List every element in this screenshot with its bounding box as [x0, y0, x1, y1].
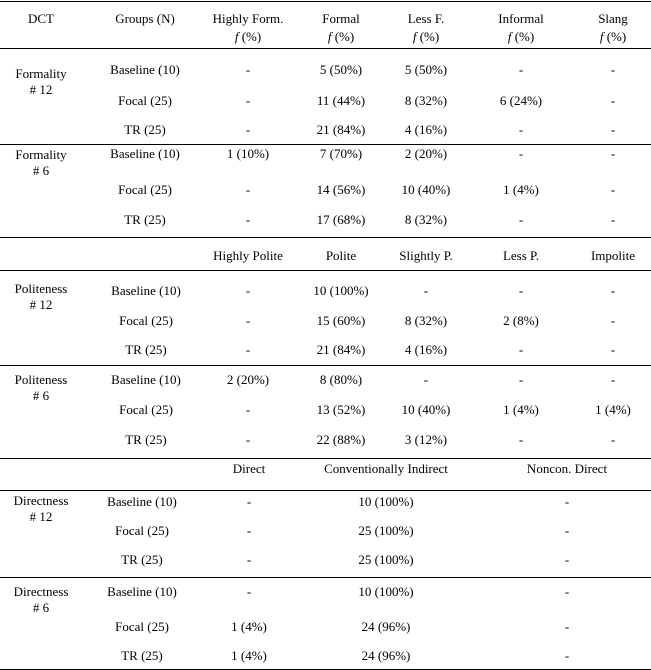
value-cell: 21 (84%) — [316, 342, 366, 357]
value-cell: 1 (4%) — [503, 402, 539, 417]
group-cell: Focal (25) — [119, 402, 173, 417]
value-cell: - — [518, 212, 524, 227]
politeness-block-number: # 6 — [32, 388, 50, 403]
percent-suffix: (%) — [416, 29, 440, 44]
value-cell: - — [610, 212, 616, 227]
header-unit — [235, 29, 261, 45]
header-col: Informal — [498, 11, 544, 26]
value-cell: 10 (100%) — [358, 494, 414, 509]
value-cell: - — [246, 523, 252, 538]
group-cell: TR (25) — [121, 648, 163, 663]
value-cell: 8 (80%) — [319, 372, 363, 387]
directness-block-label: Directness — [13, 584, 69, 599]
value-cell: - — [245, 432, 251, 447]
group-cell: Baseline (10) — [111, 283, 181, 298]
group-cell: Baseline (10) — [107, 584, 177, 599]
directness-block-label: Directness — [13, 493, 69, 508]
percent-suffix: (%) — [331, 29, 355, 44]
group-cell: TR (25) — [125, 432, 167, 447]
group-cell: Baseline (10) — [110, 146, 180, 161]
value-cell: 21 (84%) — [316, 122, 366, 137]
politeness-col-header: Impolite — [590, 248, 636, 263]
value-cell: - — [245, 62, 251, 77]
value-cell: - — [245, 342, 251, 357]
value-cell: 10 (100%) — [358, 584, 414, 599]
formality-block-number: # 6 — [32, 163, 50, 178]
value-cell: - — [564, 584, 570, 599]
header-unit — [508, 29, 534, 45]
header-dct: DCT — [28, 11, 54, 26]
value-cell: - — [518, 62, 524, 77]
group-cell: Baseline (10) — [107, 494, 177, 509]
table-rule — [0, 577, 651, 578]
value-cell: 10 (40%) — [401, 402, 451, 417]
value-cell: 6 (24%) — [499, 93, 543, 108]
value-cell: 1 (4%) — [595, 402, 631, 417]
value-cell: - — [245, 122, 251, 137]
politeness-col-header: Less P. — [502, 248, 540, 263]
table-rule — [0, 490, 651, 491]
frequency-symbol: f — [599, 29, 604, 44]
value-cell: - — [518, 146, 524, 161]
frequency-symbol: f — [234, 29, 239, 44]
value-cell: 5 (50%) — [319, 62, 363, 77]
frequency-symbol: f — [507, 29, 512, 44]
table-rule — [0, 458, 651, 459]
politeness-col-header: Polite — [325, 248, 357, 263]
group-cell: TR (25) — [125, 342, 167, 357]
value-cell: 2 (20%) — [226, 372, 270, 387]
table-rule — [0, 48, 651, 49]
value-cell: - — [610, 432, 616, 447]
value-cell: - — [610, 283, 616, 298]
header-unit — [600, 29, 626, 45]
value-cell: - — [518, 342, 524, 357]
group-cell: TR (25) — [124, 122, 166, 137]
formality-block-number: # 12 — [29, 82, 53, 97]
value-cell: - — [423, 283, 429, 298]
value-cell: 3 (12%) — [404, 432, 448, 447]
value-cell: - — [518, 432, 524, 447]
value-cell: - — [245, 313, 251, 328]
value-cell: 15 (60%) — [316, 313, 366, 328]
table-rule — [0, 237, 651, 238]
table-rule — [0, 270, 651, 271]
value-cell: 8 (32%) — [404, 313, 448, 328]
value-cell: - — [610, 182, 616, 197]
header-unit — [328, 29, 354, 45]
value-cell: 1 (4%) — [503, 182, 539, 197]
value-cell: - — [610, 342, 616, 357]
politeness-block-label: Politeness — [14, 372, 68, 387]
value-cell: 1 (4%) — [231, 648, 267, 663]
percent-suffix: (%) — [603, 29, 627, 44]
value-cell: 4 (16%) — [404, 122, 448, 137]
politeness-col-header: Slightly P. — [399, 248, 453, 263]
header-col: Less F. — [407, 11, 445, 26]
group-cell: Focal (25) — [118, 93, 172, 108]
group-cell: Focal (25) — [115, 523, 169, 538]
value-cell: 17 (68%) — [316, 212, 366, 227]
value-cell: - — [610, 122, 616, 137]
group-cell: Focal (25) — [119, 313, 173, 328]
value-cell: - — [245, 212, 251, 227]
formality-block-label: Formality — [15, 66, 67, 81]
group-cell: TR (25) — [121, 552, 163, 567]
value-cell: - — [246, 584, 252, 599]
directness-block-number: # 12 — [29, 509, 53, 524]
value-cell: - — [610, 93, 616, 108]
value-cell: - — [564, 494, 570, 509]
value-cell: - — [245, 283, 251, 298]
header-unit — [413, 29, 439, 45]
value-cell: 2 (20%) — [404, 146, 448, 161]
group-cell: Focal (25) — [115, 619, 169, 634]
value-cell: - — [564, 523, 570, 538]
value-cell: - — [518, 372, 524, 387]
value-cell: - — [564, 552, 570, 567]
value-cell: - — [610, 313, 616, 328]
value-cell: 25 (100%) — [358, 552, 414, 567]
politeness-block-number: # 12 — [29, 297, 53, 312]
value-cell: - — [518, 122, 524, 137]
value-cell: 4 (16%) — [404, 342, 448, 357]
header-col: Slang — [598, 11, 628, 26]
percent-suffix: (%) — [238, 29, 262, 44]
value-cell: 24 (96%) — [361, 619, 411, 634]
value-cell: - — [610, 372, 616, 387]
value-cell: 13 (52%) — [316, 402, 366, 417]
value-cell: - — [245, 402, 251, 417]
politeness-col-header: Highly Polite — [213, 248, 283, 263]
value-cell: 25 (100%) — [358, 523, 414, 538]
value-cell: 2 (8%) — [503, 313, 539, 328]
value-cell: 1 (10%) — [226, 146, 270, 161]
value-cell: - — [423, 372, 429, 387]
value-cell: 11 (44%) — [316, 93, 366, 108]
frequency-symbol: f — [327, 29, 332, 44]
value-cell: - — [610, 146, 616, 161]
value-cell: 8 (32%) — [404, 212, 448, 227]
value-cell: 10 (40%) — [401, 182, 451, 197]
value-cell: - — [564, 619, 570, 634]
value-cell: - — [246, 494, 252, 509]
percent-suffix: (%) — [511, 29, 535, 44]
group-cell: Baseline (10) — [110, 62, 180, 77]
value-cell: - — [564, 648, 570, 663]
value-cell: 8 (32%) — [404, 93, 448, 108]
group-cell: TR (25) — [124, 212, 166, 227]
value-cell: - — [610, 62, 616, 77]
value-cell: 1 (4%) — [231, 619, 267, 634]
directness-col-header: Direct — [232, 461, 266, 476]
value-cell: - — [245, 93, 251, 108]
value-cell: 5 (50%) — [404, 62, 448, 77]
table-rule — [0, 1, 651, 2]
value-cell: - — [518, 283, 524, 298]
formality-block-label: Formality — [15, 147, 67, 162]
value-cell: 7 (70%) — [319, 146, 363, 161]
header-col: Formal — [322, 11, 360, 26]
directness-col-header: Noncon. Direct — [526, 461, 608, 476]
header-col: Highly Form. — [212, 11, 284, 26]
value-cell: - — [246, 552, 252, 567]
directness-col-header: Conventionally Indirect — [324, 461, 448, 476]
politeness-block-label: Politeness — [14, 281, 68, 296]
value-cell: 22 (88%) — [316, 432, 366, 447]
table-rule — [0, 144, 651, 145]
value-cell: 10 (100%) — [313, 283, 369, 298]
table-rule — [0, 365, 651, 366]
value-cell: - — [245, 182, 251, 197]
directness-block-number: # 6 — [32, 600, 50, 615]
value-cell: 14 (56%) — [316, 182, 366, 197]
header-groups: Groups (N) — [115, 11, 175, 26]
value-cell: 24 (96%) — [361, 648, 411, 663]
group-cell: Focal (25) — [118, 182, 172, 197]
frequency-symbol: f — [412, 29, 417, 44]
group-cell: Baseline (10) — [111, 372, 181, 387]
